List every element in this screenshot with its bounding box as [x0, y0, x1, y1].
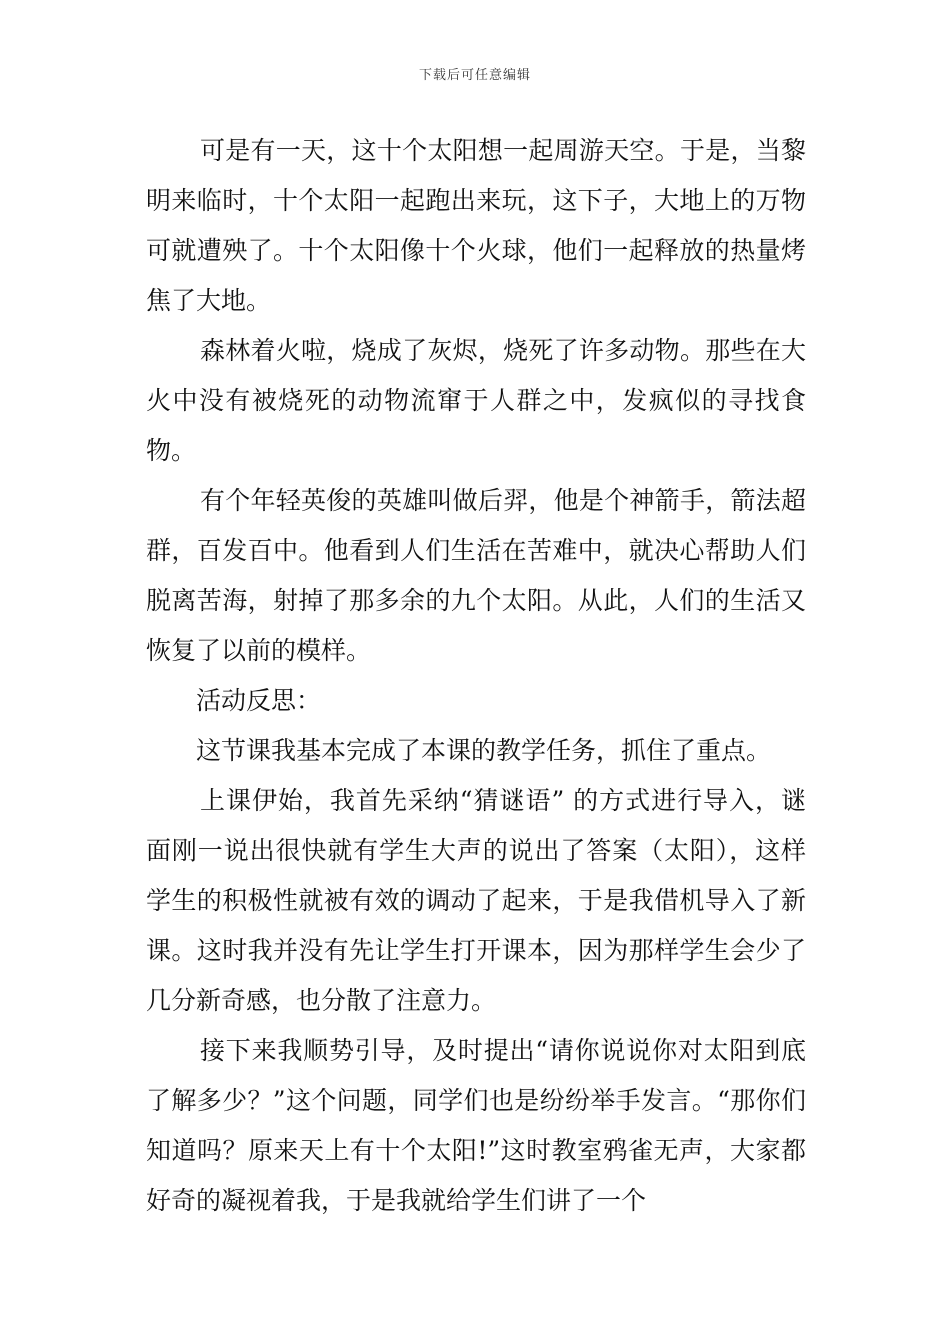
document-body — [146, 126, 806, 1226]
paragraph-intro-riddle: 上课伊始，我首先采纳“猜谜语” 的方式进行导入，谜面刚一说出很快就有学生大声的说出了答案（太阳），这样学生的积极性就被有效的调动了起来，于是我借机导入了新课。这时我并没有先让学生打开课本，因为那样学生会少了几分新奇感，也分散了注意力。 — [146, 786, 806, 1015]
paragraph-sun-tour: 可是有一天，这十个太阳想一起周游天空。于是，当黎明来临时，十个太阳一起跑出来玩，这下子，大地上的万物可就遭殃了。十个太阳像十个火球，他们一起释放的热量烤焦了大地。 — [146, 136, 806, 315]
page-header: 下载后可任意编辑 — [418, 68, 531, 83]
paragraph-forest-fire: 森林着火啦，烧成了灰烬，烧死了许多动物。那些在大火中没有被烧死的动物流窜于人群之中，发疯似的寻找食物。 — [146, 336, 806, 465]
paragraph-guidance: 接下来我顺势引导，及时提出“请你说说你对太阳到底了解多少？”这个问题，同学们也是纷纷举手发言。“那你们知道吗？原来天上有十个太阳!”这时教室鸦雀无声，大家都好奇的凝视着我，于是我就给学生们讲了一个 — [146, 1036, 806, 1215]
section-heading-reflection: 活动反思： — [196, 686, 322, 715]
paragraph-houyi: 有个年轻英俊的英雄叫做后羿，他是个神箭手，箭法超群，百发百中。他看到人们生活在苦难中，就决心帮助人们脱离苦海，射掉了那多余的九个太阳。从此，人们的生活又恢复了以前的模样。 — [146, 486, 806, 665]
paragraph-summary: 这节课我基本完成了本课的教学任务，抓住了重点。 — [196, 736, 772, 765]
